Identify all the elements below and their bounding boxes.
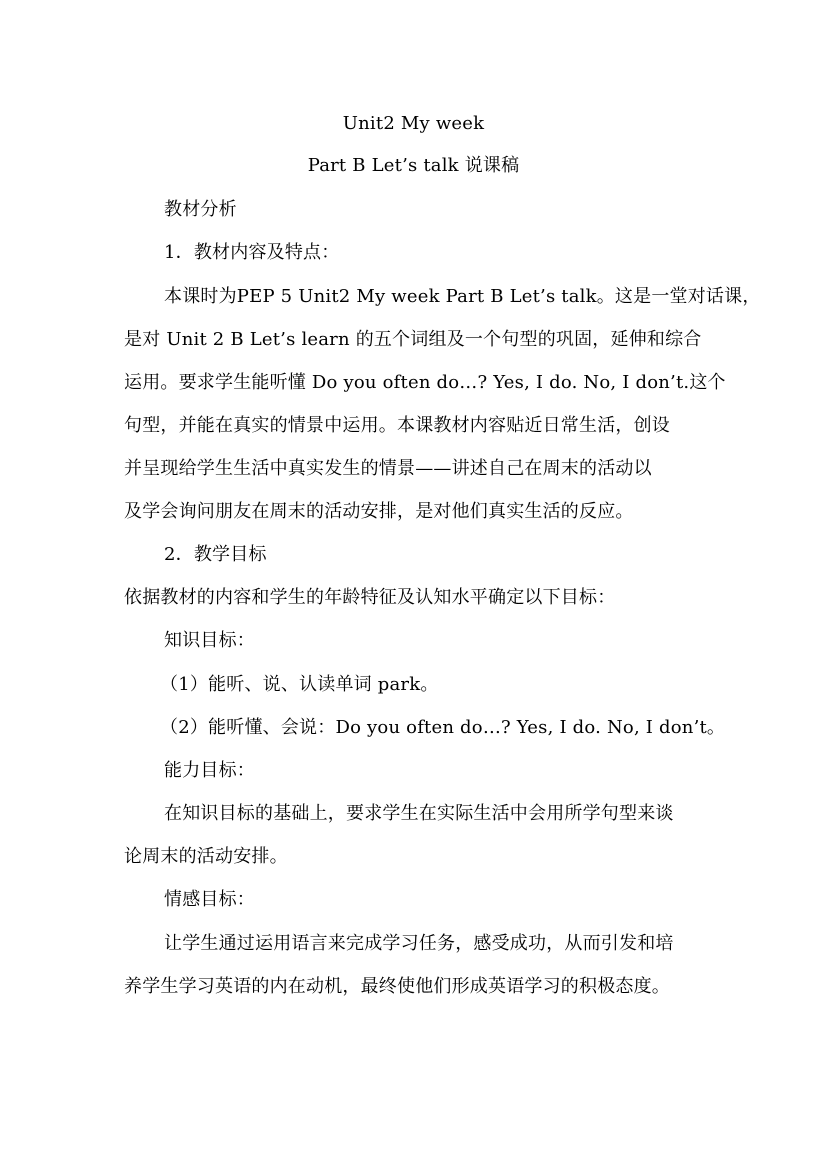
paragraph-line: 运用。要求学生能听懂 Do you often do…? Yes, I do. No, I don’t.这个 (124, 372, 726, 393)
item2-heading: 2．教学目标 (164, 544, 267, 565)
section-heading: 教材分析 (164, 199, 237, 220)
knowledge-heading: 知识目标： (164, 630, 255, 651)
emotion-heading: 情感目标： (164, 889, 255, 910)
goals-intro: 依据教材的内容和学生的年龄特征及认知水平确定以下目标： (124, 587, 616, 608)
ability-line: 在知识目标的基础上，要求学生在实际生活中会用所学句型来谈 (164, 803, 674, 824)
paragraph-line: 是对 Unit 2 B Let’s learn 的五个词组及一个句型的巩固，延伸和综合 (124, 329, 702, 350)
paragraph-line: 本课时为PEP 5 Unit2 My week Part B Let’s talk。这是一堂对话课， (164, 286, 761, 307)
knowledge-item-1: （1）能听、说、认读单词 park。 (160, 674, 439, 695)
document-subtitle: Part B Let’s talk 说课稿 (307, 155, 520, 176)
ability-line: 论周末的活动安排。 (124, 846, 288, 867)
paragraph-line: 并呈现给学生生活中真实发生的情景——讲述自己在周末的活动以 (124, 458, 652, 479)
knowledge-item-2: （2）能听懂、会说：Do you often do…? Yes, I do. No, I don’t。 (160, 717, 726, 738)
emotion-line: 养学生学习英语的内在动机，最终使他们形成英语学习的积极态度。 (124, 976, 670, 997)
item1-heading: 1．教材内容及特点： (164, 242, 340, 263)
document-title: Unit2 My week (342, 113, 485, 134)
emotion-line: 让学生通过运用语言来完成学习任务，感受成功，从而引发和培 (164, 933, 674, 954)
paragraph-line: 句型，并能在真实的情景中运用。本课教材内容贴近日常生活，创设 (124, 415, 670, 436)
paragraph-line: 及学会询问朋友在周末的活动安排，是对他们真实生活的反应。 (124, 501, 634, 522)
ability-heading: 能力目标： (164, 760, 255, 781)
